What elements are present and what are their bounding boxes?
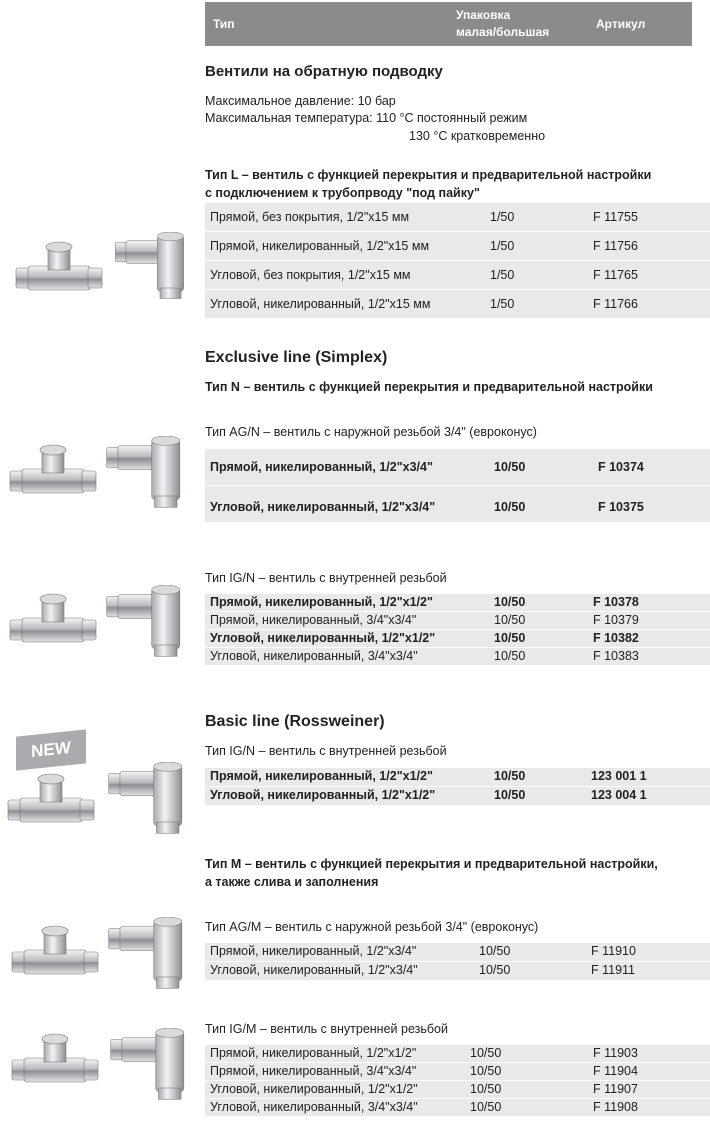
row-type: Прямой, никелированный, 3/4"x3/4" [210,1064,417,1078]
row-type: Прямой, никелированный, 1/2"x3/4" [210,460,433,474]
table-row [205,1045,710,1062]
row-article: F 11765 [593,268,638,282]
row-type: Угловой, никелированный, 1/2"x3/4" [210,963,418,977]
table-row [205,612,710,629]
row-pack: 10/50 [479,963,511,977]
valve-angle-image [104,917,194,992]
col-pack-header-line1: Упаковка [456,8,511,22]
table-row [205,787,710,805]
row-pack: 10/50 [494,631,526,645]
row-type: Прямой, никелированный, 1/2"x1/2" [210,769,433,783]
table-row [205,486,710,522]
valve-angle-image [104,762,194,837]
type-l-heading-line2: с подключением к трубопрводу "под пайку" [205,186,480,200]
row-pack: 10/50 [494,595,526,609]
row-pack: 1/50 [490,297,515,311]
row-type: Прямой, без покрытия, 1/2"x15 мм [210,210,410,224]
table-row [205,943,710,961]
row-article: F 10378 [593,595,639,609]
row-pack: 10/50 [470,1100,502,1114]
row-article: F 10375 [598,500,644,514]
type-ign-label: Тип IG/N – вентиль с внутренней резьбой [205,744,447,758]
table-row [205,1099,710,1116]
row-type: Прямой, никелированный, 3/4"x3/4" [210,613,417,627]
valve-straight-image [14,238,104,298]
row-article: F 11904 [593,1064,638,1078]
row-article: F 10382 [593,631,639,645]
row-article: F 11910 [591,944,636,958]
table-row [205,962,710,980]
row-pack: 10/50 [470,1064,502,1078]
row-pack: 10/50 [494,649,526,663]
new-badge: NEW [16,729,86,770]
type-l-heading: Тип L – вентиль с функцией перекрытия и предварительной настройки [205,168,652,182]
row-pack: 10/50 [494,769,526,783]
row-article: F 11907 [593,1082,638,1096]
row-article: F 11755 [593,210,638,224]
type-igm-label: Тип IG/M – вентиль с внутренней резьбой [205,1022,448,1036]
row-type: Прямой, никелированный, 1/2"x3/4" [210,944,417,958]
row-article: 123 001 1 [591,769,647,783]
col-article-header: Артикул [596,17,646,31]
row-pack: 10/50 [479,944,511,958]
table-row [205,261,710,289]
valve-straight-image [8,590,98,650]
table-row [205,232,710,260]
row-pack: 10/50 [494,613,526,627]
row-pack: 10/50 [470,1082,502,1096]
row-pack: 10/50 [494,500,526,514]
type-m-heading: Тип M – вентиль с функцией перекрытия и предварительной настройки, [205,857,658,871]
table-row [205,630,710,647]
row-type: Угловой, никелированный, 3/4"x3/4" [210,1100,418,1114]
row-article: F 10383 [593,649,639,663]
table-row [205,203,710,231]
table-header [205,2,692,46]
row-article: F 11766 [593,297,638,311]
valve-angle-image [106,1028,196,1103]
row-type: Угловой, никелированный, 1/2"x1/2" [210,788,436,802]
type-n-heading: Тип N – вентиль с функцией перекрытия и предварительной настройки [205,380,653,394]
row-article: F 11756 [593,239,638,253]
row-type: Прямой, никелированный, 1/2"x15 мм [210,239,430,253]
table-row [205,648,710,665]
valve-straight-image [8,441,98,501]
row-pack: 1/50 [490,239,515,253]
valve-straight-image [6,770,96,830]
row-type: Прямой, никелированный, 1/2"x1/2" [210,1046,417,1060]
table-row [205,290,710,318]
row-type: Угловой, никелированный, 3/4"x3/4" [210,649,418,663]
row-type: Угловой, никелированный, 1/2"x3/4" [210,500,436,514]
row-pack: 10/50 [494,460,526,474]
row-pack: 1/50 [490,210,515,224]
section-title: Basic line (Rossweiner) [205,713,385,730]
row-type: Угловой, никелированный, 1/2"x15 мм [210,297,431,311]
valve-angle-image [102,585,192,660]
row-article: F 11908 [593,1100,638,1114]
row-pack: 10/50 [494,788,526,802]
row-type: Угловой, никелированный, 1/2"x1/2" [210,1082,418,1096]
section-title: Вентили на обратную подводку [205,63,443,80]
table-row [205,1081,710,1098]
valve-angle-image [102,436,192,511]
type-agm-label: Тип AG/M – вентиль с наружной резьбой 3/4" (евроконус) [205,920,539,934]
table-row [205,1063,710,1080]
table-row [205,768,710,786]
row-article: F 11911 [591,963,636,977]
row-type: Угловой, никелированный, 1/2"x1/2" [210,631,436,645]
table-row [205,449,710,485]
section-title: Exclusive line (Simplex) [205,349,388,366]
col-pack-header-line2: малая/большая [456,25,550,39]
valve-straight-image [10,1030,100,1090]
valve-angle-image [108,232,198,302]
max-temp-text: Максимальная температура: 110 °С постоянный режим [205,111,528,125]
row-pack: 10/50 [470,1046,502,1060]
max-pressure-text: Максимальное давление: 10 бар [205,94,396,108]
row-article: F 11903 [593,1046,638,1060]
row-article: F 10379 [593,613,639,627]
row-pack: 1/50 [490,268,515,282]
max-temp-short-text: 130 °С кратковременно [409,129,546,143]
table-row [205,594,710,611]
type-agn-label: Тип AG/N – вентиль с наружной резьбой 3/4" (евроконус) [205,425,537,439]
type-ign-label: Тип IG/N – вентиль с внутренней резьбой [205,571,447,585]
row-type: Прямой, никелированный, 1/2"x1/2" [210,595,433,609]
valve-straight-image [10,922,100,982]
type-m-heading-line2: а также слива и заполнения [205,875,379,889]
row-type: Угловой, без покрытия, 1/2"x15 мм [210,268,411,282]
col-type-header: Тип [213,17,235,31]
row-article: F 10374 [598,460,644,474]
row-article: 123 004 1 [591,788,647,802]
